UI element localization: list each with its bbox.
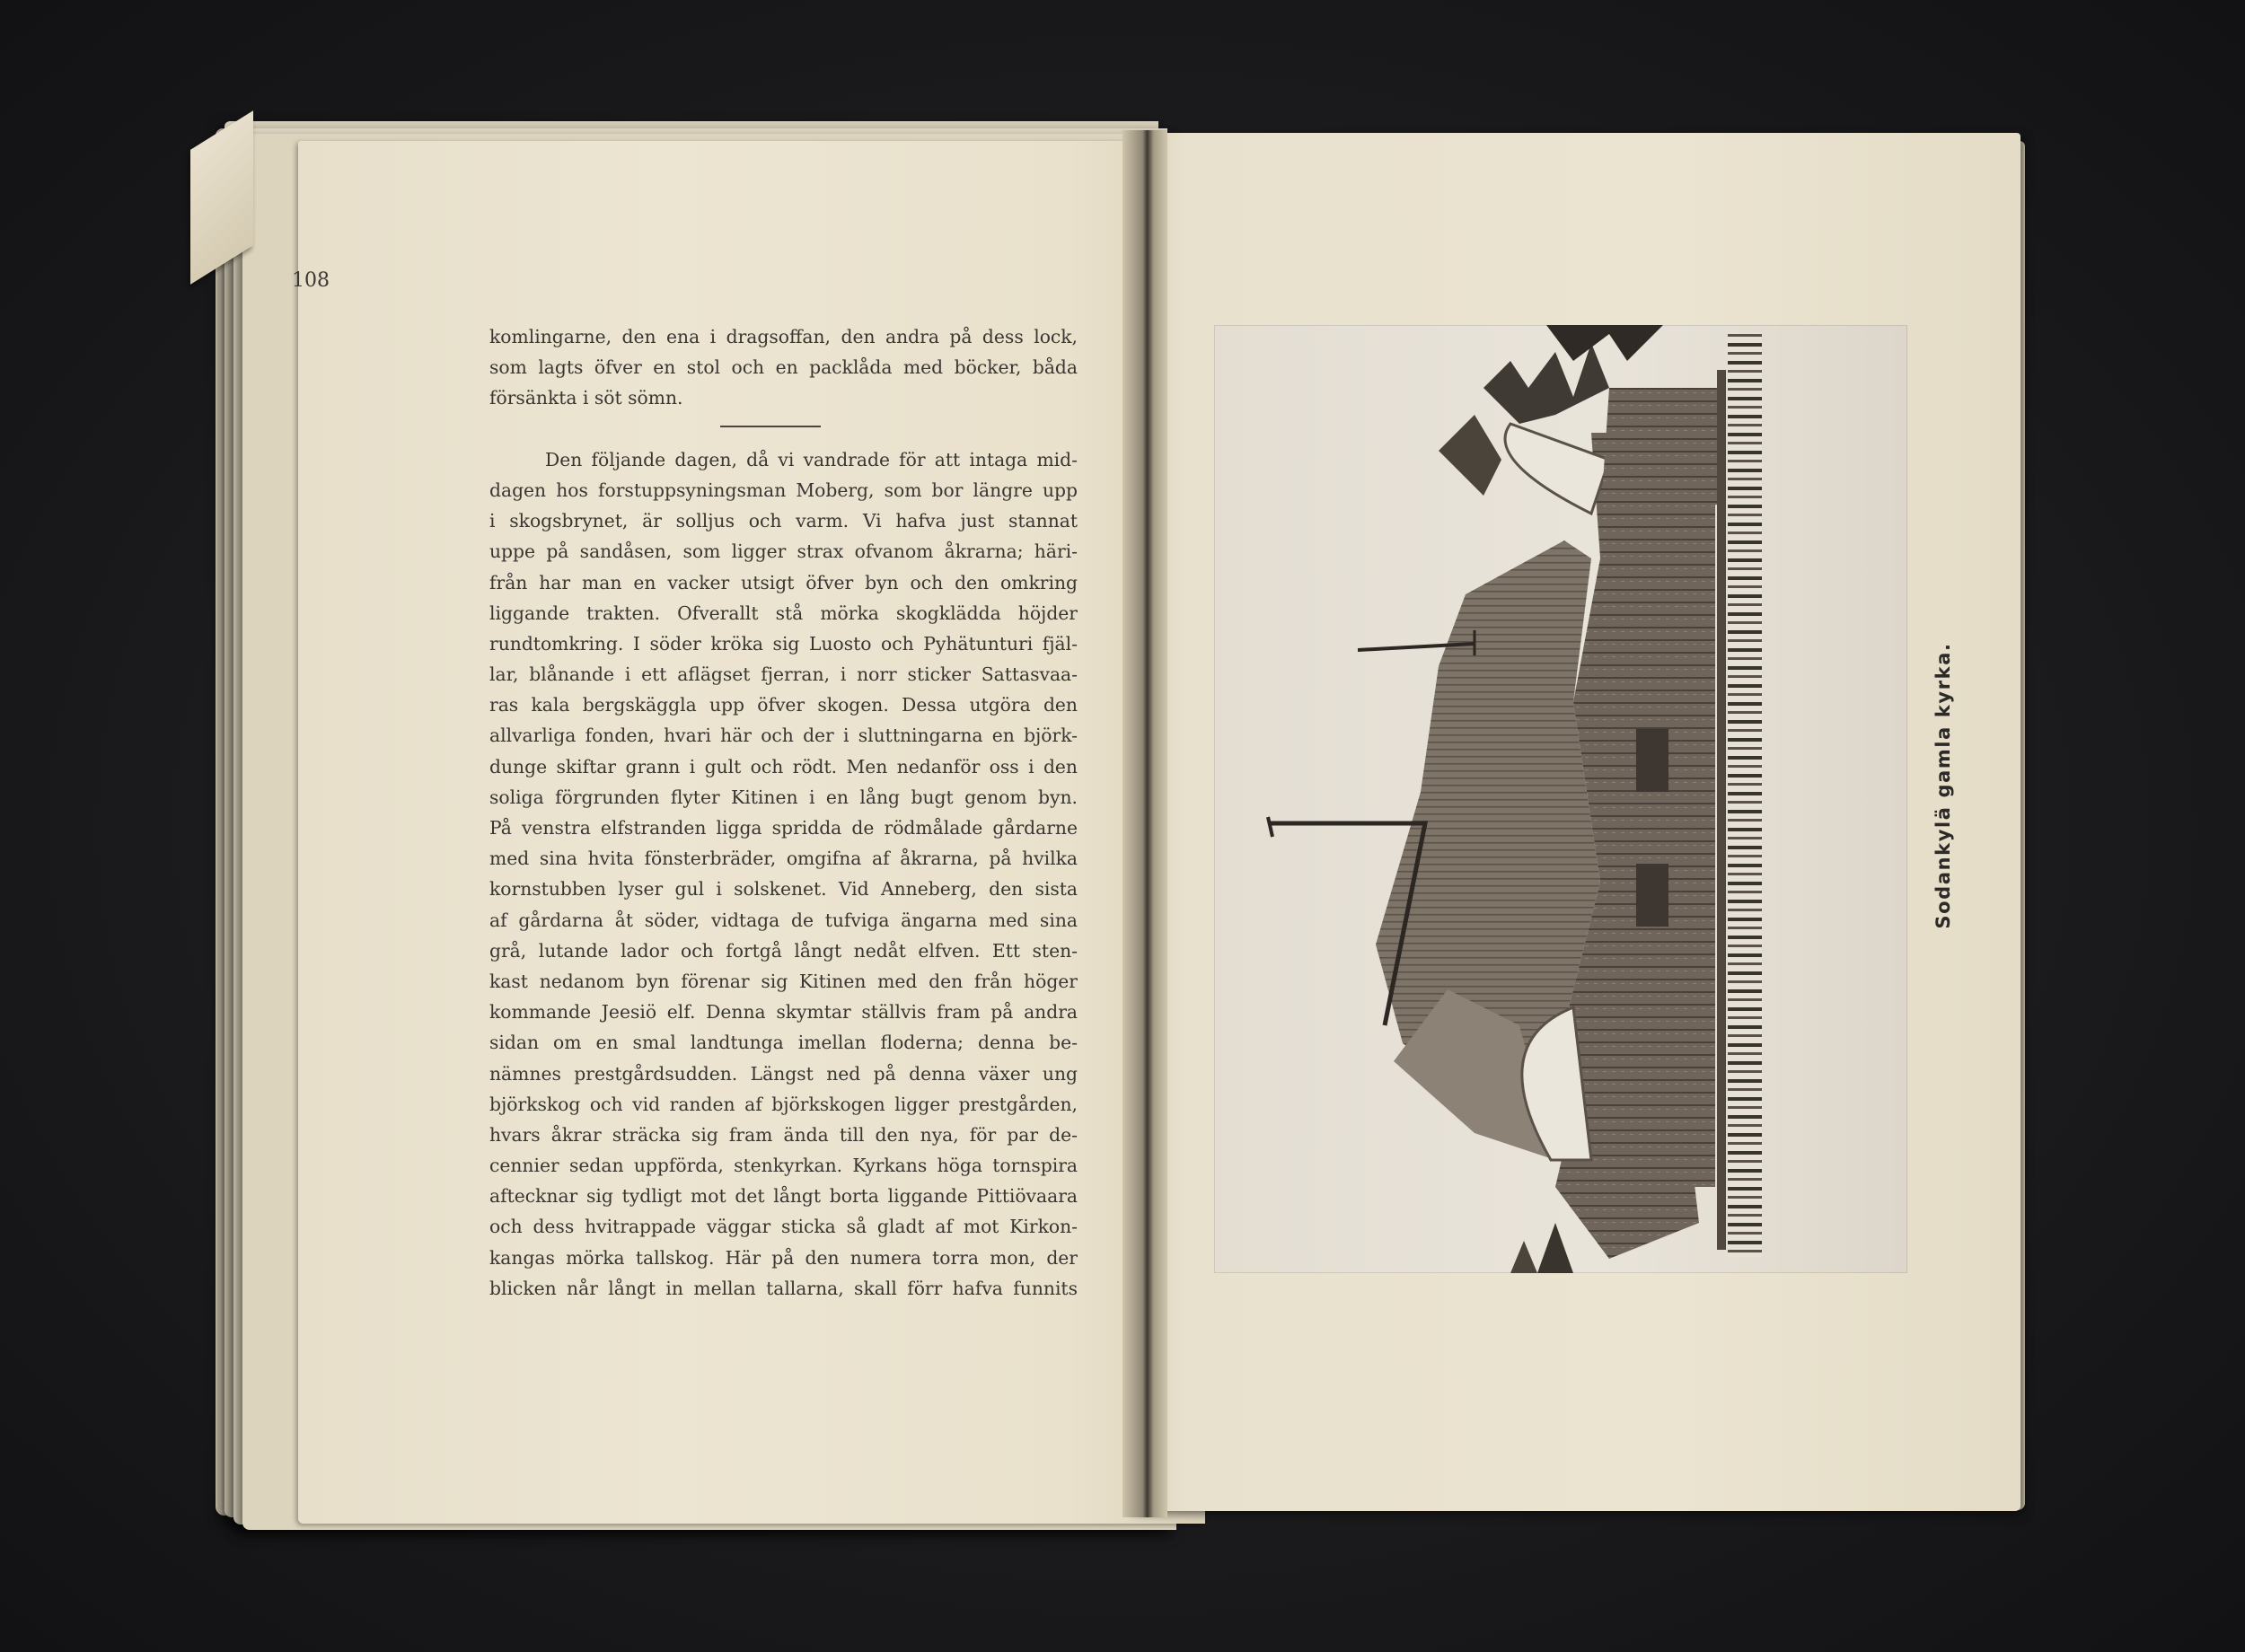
- text-line: ras kala bergskäggla upp öfver skogen. Dessa utgöra den: [489, 694, 1078, 716]
- text-line: och dess hvitrappade väggar sticka så gladt af mot Kirkon-: [489, 1216, 1078, 1238]
- text-line: hvars åkrar sträcka sig fram ända till den nya, för par de-: [489, 1123, 1078, 1146]
- church-photograph-drawing: [1214, 325, 1907, 1273]
- text-line: försänkta i söt sömn.: [489, 387, 683, 409]
- shrub-shape: [1537, 1223, 1573, 1273]
- text-line: i skogsbrynet, är solljus och varm. Vi hafva just stannat: [489, 510, 1078, 532]
- photo-caption: [1929, 642, 1958, 929]
- book-gutter: [1122, 130, 1167, 1517]
- text-line: kangas mörka tallskog. Här på den numera torra mon, der: [489, 1246, 1078, 1269]
- text-line: aftecknar sig tydligt mot det långt borta liggande Pittiövaara: [489, 1185, 1078, 1208]
- text-line: dunge skiftar grann i gult och rödt. Men nedanför oss i den: [489, 755, 1078, 778]
- text-line: lar, blånande i ett aflägset fjerran, i norr sticker Sattasvaa-: [489, 663, 1078, 686]
- photo-caption-text: Sodankylä gamla kyrka.: [1932, 642, 1954, 929]
- text-line: sidan om en smal landtunga imellan floderna; denna be-: [489, 1032, 1078, 1054]
- text-line: rundtomkring. I söder kröka sig Luosto och Pyhätunturi fjäl-: [489, 632, 1078, 655]
- tree-shape: [1439, 415, 1501, 496]
- church-porch: [1600, 388, 1717, 523]
- spire-tip: [1268, 817, 1272, 837]
- shrub-shape: [1510, 1241, 1537, 1273]
- church-window: [1636, 729, 1668, 792]
- text-line: allvarliga fonden, hvari här och der i sluttningarna en björk-: [489, 725, 1078, 747]
- text-line: cennier sedan uppförda, stenkyrkan. Kyrkans höga tornspira: [489, 1155, 1078, 1177]
- text-line: blicken når långt in mellan tallarna, skall förr hafva funnits: [489, 1277, 1078, 1299]
- fence-rail: [1717, 370, 1726, 1250]
- text-line: kast nedanom byn förenar sig Kitinen med den från höger: [489, 970, 1078, 992]
- text-line: Den följande dagen, då vi vandrade för att intaga mid-: [545, 448, 1078, 470]
- text-line: soliga förgrunden flyter Kitinen i en lång bugt genom byn.: [489, 786, 1078, 808]
- church-window: [1636, 864, 1668, 927]
- text-line: som lagts öfver en stol och en packlåda med böcker, båda: [489, 356, 1078, 379]
- text-line: kornstubben lyser gul i solskenet. Vid Anneberg, den sista: [489, 878, 1078, 901]
- text-line: från har man en vacker utsigt öfver byn och den omkring: [489, 571, 1078, 593]
- text-line: komlingarne, den ena i dragsoffan, den andra på dess lock,: [489, 326, 1078, 347]
- section-divider-row: [489, 414, 1078, 444]
- text-line: liggande trakten. Ofverallt stå mörka skogklädda höjder: [489, 602, 1078, 624]
- tree-shape: [1546, 325, 1663, 361]
- church-photograph: [1214, 325, 1907, 1273]
- text-line: björkskog och vid randen af björkskogen ligger prestgården,: [489, 1093, 1078, 1115]
- text-line: nämnes prestgårdsudden. Längst ned på denna växer ung: [489, 1062, 1078, 1085]
- text-line: dagen hos forstuppsyningsman Moberg, som bor längre upp: [489, 479, 1078, 501]
- text-line: af gårdarna åt söder, vidtaga de tufviga ängarna med sina: [489, 909, 1078, 931]
- text-line: grå, lutande lador och fortgå långt nedåt elfven. Ett sten-: [489, 939, 1078, 962]
- text-line: kommande Jeesiö elf. Denna skymtar ställvis fram på andra: [489, 1001, 1078, 1024]
- text-line: uppe på sandåsen, som ligger strax ofvanom åkrarna; häri-: [489, 540, 1078, 563]
- section-divider: [720, 426, 821, 427]
- text-line: På venstra elfstranden ligga spridda de rödmålade gårdarne: [489, 817, 1078, 839]
- body-text: [489, 321, 1078, 1304]
- page-number: 108: [292, 269, 330, 292]
- fence-shape: [1728, 332, 1762, 1257]
- tree-shape: [1483, 343, 1609, 424]
- text-line: med sina hvita fönsterbräder, omgifna af åkrarna, på hvilka: [489, 848, 1078, 870]
